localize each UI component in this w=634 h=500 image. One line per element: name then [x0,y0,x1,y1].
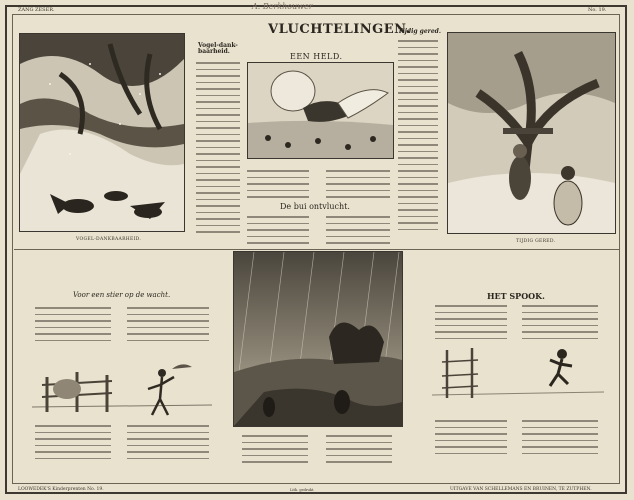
goose-illustration [247,62,394,159]
een-held-text-right [326,170,390,203]
caption-right-top: TIJDIG GERED. [516,239,556,244]
bui-text-right [326,216,390,249]
footer-right: UITGAVE VAN SCHELLEMANS EN BRUINEN, TE ZUTPHEN. [450,487,592,492]
bui-bottom-text-right [326,435,392,468]
caption-left-top: VOGEL-DANKBAARHEID. [76,237,142,242]
spook-text-right-top [522,305,598,344]
stier-heading: Voor een stier op de wacht. [73,291,171,299]
bull-fence-illustration [32,357,212,419]
vogel-dank-heading: Vogel-dank-baarheid. [198,42,238,55]
winter-birds-illustration [19,33,185,232]
vogel-dank-text [196,62,240,238]
spook-text-left-top [435,305,507,344]
stier-text-left-top [35,307,111,346]
spook-text-left-bottom [435,420,507,459]
bui-text-left [247,216,309,249]
stier-text-right-top [127,307,209,346]
spook-text-right-bottom [522,420,598,459]
een-held-heading: EEN HELD. [290,52,343,61]
stier-text-right-bottom [127,425,209,464]
bui-heading: De bui ontvlucht. [280,202,350,211]
footer-center: Lith. gedrukt. [290,488,315,492]
stier-text-left-bottom [35,425,111,464]
footer-left: LOOWEDEK'S Kinderprenten No. 19. [18,487,104,492]
spook-heading: HET SPOOK. [487,291,545,301]
een-held-text-left [247,170,309,203]
tree-children-illustration [447,32,616,234]
page-title: VLUCHTELINGEN. [268,22,411,37]
ghost-fence-illustration [432,340,604,412]
bui-bottom-text-left [242,435,308,468]
storm-illustration [233,251,403,427]
horizontal-divider [14,249,619,250]
tijdig-gered-text [398,40,438,235]
header-left: ZANG ZESER. [18,7,55,13]
tijdig-gered-heading: Tijdig gered. [398,28,441,35]
signature: A. Berkhouwer [252,2,313,11]
header-right: No. 19. [588,7,607,13]
